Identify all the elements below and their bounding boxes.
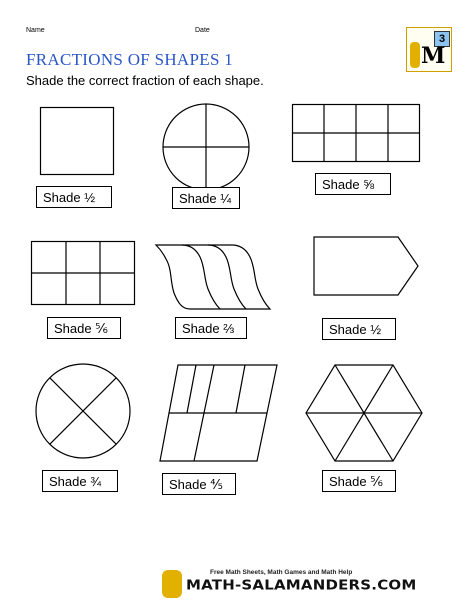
circle-quarters-shape[interactable] [162,103,250,191]
shape-label-4: Shade ⅚ [47,317,121,339]
pentagon-shape[interactable] [313,236,419,296]
footer-site-link[interactable]: MATH-SALAMANDERS.COM [186,576,417,594]
shape-label-2: Shade ¼ [172,187,240,209]
hexagon-shape[interactable] [305,364,423,462]
grade-badge: 3 [434,31,450,47]
grid-2x3-shape[interactable] [31,241,135,305]
math-m-icon: M [421,43,446,69]
parallelograms-shape[interactable] [160,364,278,462]
page-title: FRACTIONS OF SHAPES 1 [26,50,234,69]
footer-tagline: Free Math Sheets, Math Games and Math Help [210,569,353,576]
name-label: Name [26,27,45,34]
circle-x-shape[interactable] [35,363,131,459]
grid-2x4-shape[interactable] [292,104,420,162]
shape-label-8: Shade ⅘ [162,473,236,495]
grade-logo [406,27,452,72]
salamander-icon [410,42,420,68]
footer-salamander-icon [162,570,182,598]
shape-label-3: Shade ⅝ [315,173,391,195]
square-shape[interactable] [40,107,114,175]
instructions: Shade the correct fraction of each shape. [26,73,264,88]
shape-label-6: Shade ½ [322,318,396,340]
shape-label-5: Shade ⅔ [175,317,247,339]
wavy-shape[interactable] [154,243,272,313]
shape-label-1: Shade ½ [36,186,112,208]
shape-label-9: Shade ⅚ [322,470,396,492]
date-label: Date [195,27,210,34]
shape-label-7: Shade ¾ [42,470,118,492]
